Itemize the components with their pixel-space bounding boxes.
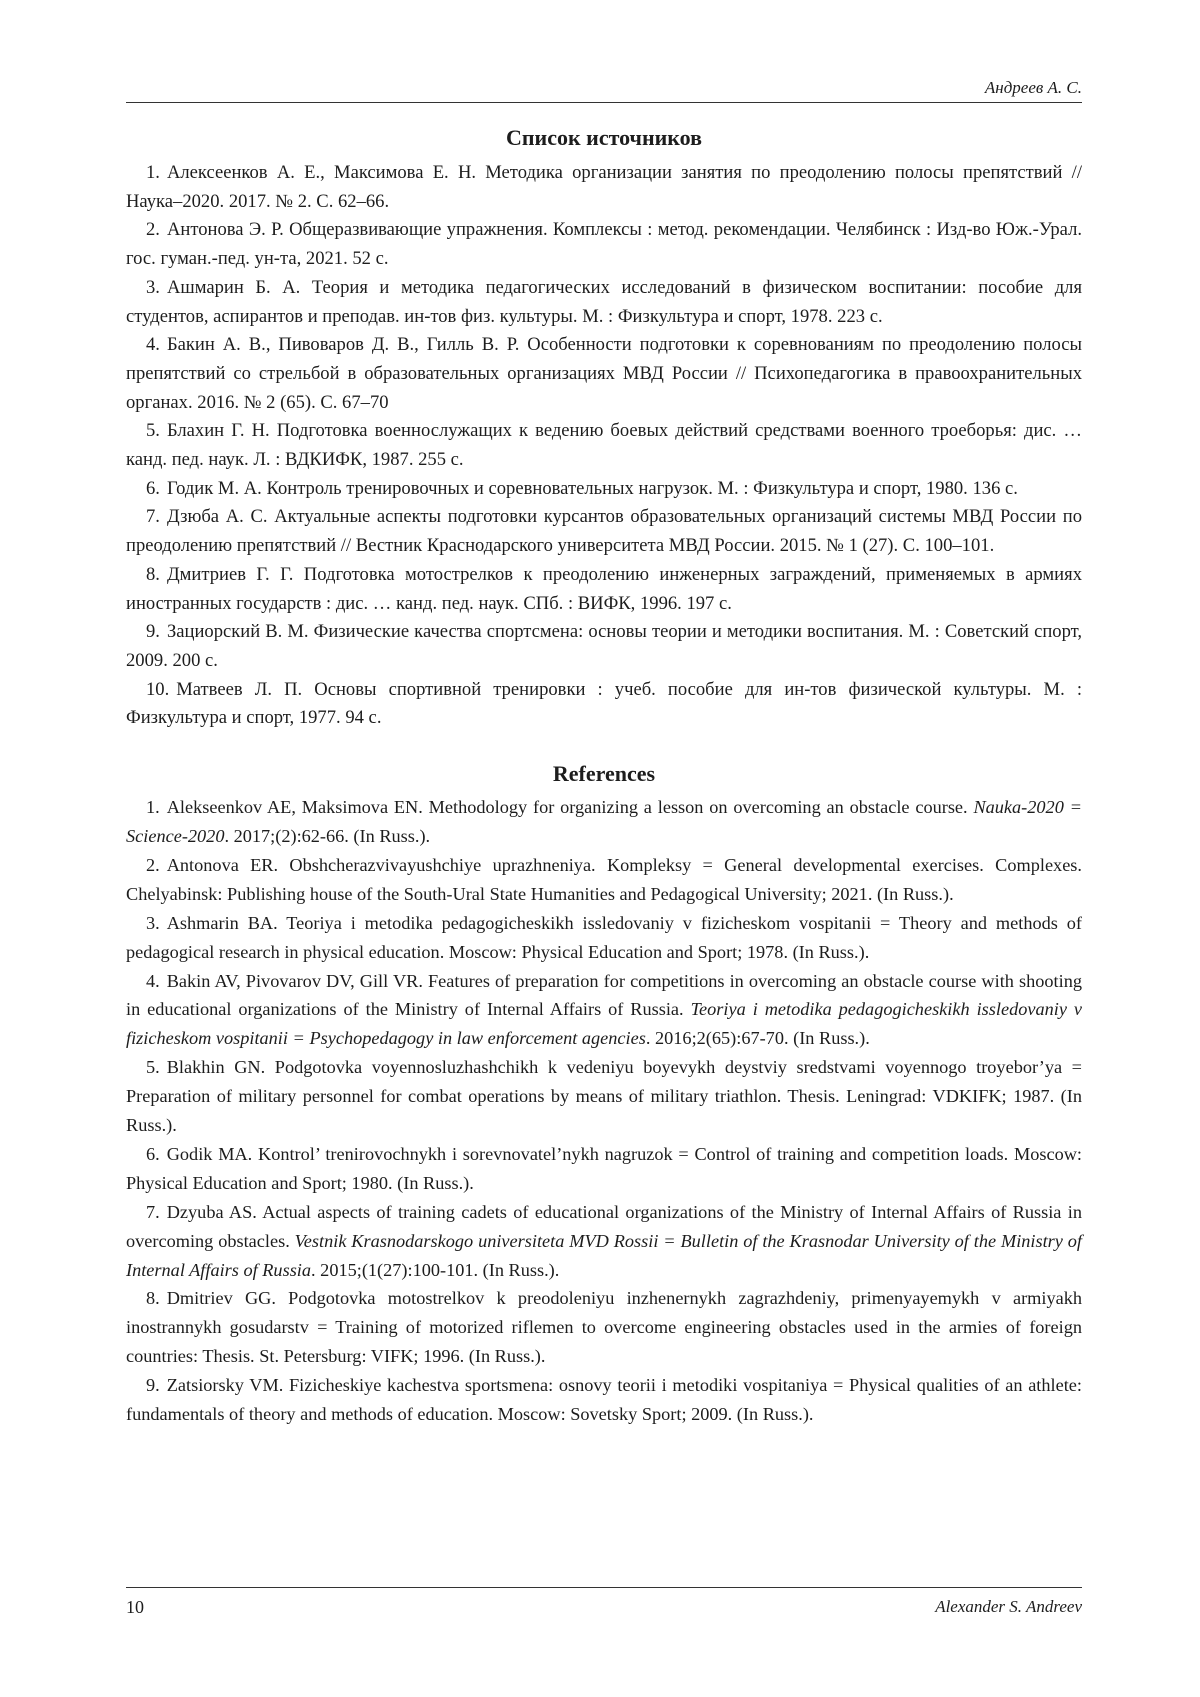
reference-text: Дзюба А. С. Актуальные аспекты подготовки курсантов образовательных организаций системы МВД России по преодолению препятствий // Вестник Краснодарского университета МВД России. 2015. № 1 (27). С. 100–101. (126, 506, 1082, 557)
reference-item (126, 561, 1082, 618)
reference-list-ru (126, 159, 1082, 733)
reference-item (126, 1284, 1082, 1371)
reference-item (126, 216, 1082, 273)
reference-item (126, 417, 1082, 474)
reference-details: . 2017;(2):62-66. (In Russ.). (224, 825, 431, 846)
reference-item (126, 159, 1082, 216)
reference-text: Антонова Э. Р. Общеразвивающие упражнения. Комплексы : метод. рекомендации. Челябинск : Изд-во Юж.-Урал. гос. гуман.-пед. ун-та, 2021. 52 с. (126, 219, 1082, 270)
reference-item (126, 618, 1082, 675)
reference-number: 4. (146, 334, 160, 356)
reference-text: Ashmarin BA. Teoriya i metodika pedagogicheskikh issledovaniy v fizicheskom vospitanii = Theory and methods of pedagogical research in physical education. Moscow: Physical Education and Sport; 1978. (In Russ.). (126, 912, 1082, 962)
reference-number: 7. (146, 1201, 160, 1222)
reference-text: Бакин А. В., Пивоваров Д. В., Гилль В. Р. Особенности подготовки к соревнованиям по преодолению полосы препятствий со стрельбой в образовательных организациях МВД России // Психопедагогика в правоохранительных органах. 2016. № 2 (65). С. 67–70 (126, 334, 1082, 413)
reference-item (126, 1053, 1082, 1140)
reference-text: Antonova ER. Obshcherazvivayushchiye uprazhneniya. Kompleksy = General developmental exercises. Complexes. Chelyabinsk: Publishing house of the South-Ural State Humanities and Pedagogical University; 2021. (In Russ.). (126, 854, 1082, 904)
running-header-author: Андреев А. С. (984, 78, 1082, 97)
section-title-sources: Список источников (505, 125, 703, 150)
reference-number: 3. (146, 912, 160, 933)
reference-number: 9. (146, 621, 160, 643)
reference-item (126, 503, 1082, 560)
reference-number: 1. (146, 162, 160, 183)
reference-text: Алексеенков А. Е., Максимова Е. Н. Методика организации занятия по преодолению полосы препятствий // Наука–2020. 2017. № 2. С. 62–66. (126, 162, 1082, 212)
reference-item (126, 1198, 1082, 1285)
reference-item (126, 851, 1082, 909)
reference-journal: Vestnik Krasnodarskogo universiteta MVD Rossii = Bulletin of the Krasnodar University of the Ministry of Internal Affairs of Russia (126, 1230, 1083, 1280)
reference-item (126, 274, 1082, 331)
reference-number: 2. (146, 219, 160, 241)
reference-list-en (126, 793, 1082, 1429)
reference-item (126, 676, 1082, 733)
reference-journal: Teoriya i metodika pedagogicheskikh issledovaniy v fizicheskom vospitanii = Psychopedagogy in law enforcement agencies (126, 999, 1082, 1049)
reference-number: 9. (146, 1375, 160, 1396)
reference-item (126, 909, 1082, 967)
page (126, 78, 1082, 1638)
reference-text: Bakin AV, Pivovarov DV, Gill VR. Features of preparation for competitions in overcoming an obstacle course with shooting in educational organizations of the Ministry of Internal Affairs of Russia. (126, 970, 1082, 1020)
reference-item (126, 793, 1082, 851)
reference-item (126, 967, 1082, 1054)
reference-text: Alekseenkov AE, Maksimova EN. Methodology for organizing a lesson on overcoming an obstacle course. (166, 797, 974, 818)
reference-number: 5. (146, 1057, 160, 1078)
reference-item (126, 1140, 1082, 1198)
reference-number: 6. (146, 1143, 160, 1164)
reference-text: Zatsiorsky VM. Fizicheskiye kachestva sportsmena: osnovy teorii i metodiki vospitaniya = Physical qualities of an athlete: fundamentals of theory and methods of education. Moscow: Sovetsky Sport; 2009. (In Russ.). (126, 1375, 1082, 1425)
page-footer (126, 1587, 1082, 1618)
reference-text: Blakhin GN. Podgotovka voyennosluzhashchikh k vedeniyu boyevykh deystviy sredstvami voyennogo troyebor’ya = Preparation of military personnel for combat operations by means of military triathlon. Thesis. Leningrad: VDKIFK; 1987. (In Russ.). (126, 1057, 1082, 1136)
reference-number: 10. (146, 678, 170, 700)
footer-author: Alexander S. Andreev (935, 1597, 1082, 1616)
reference-journal: Nauka-2020 = Science-2020 (126, 797, 1082, 846)
reference-number: 7. (146, 506, 160, 528)
reference-number: 5. (146, 420, 160, 442)
reference-text: Годик М. А. Контроль тренировочных и соревновательных нагрузок. М. : Физкультура и спорт, 1980. 136 с. (166, 477, 1018, 499)
reference-text: Зациорский В. М. Физические качества спортсмена: основы теории и методики воспитания. М. : Советский спорт, 2009. 200 с. (126, 621, 1082, 671)
reference-text: Godik MA. Kontrol’ trenirovochnykh i sorevnovatel’nykh nagruzok = Control of training and competition loads. Moscow: Physical Education and Sport; 1980. (In Russ.). (126, 1143, 1082, 1193)
reference-number: 1. (146, 797, 160, 818)
reference-number: 2. (146, 854, 160, 875)
reference-number: 8. (146, 1288, 160, 1309)
reference-text: Блахин Г. Н. Подготовка военнослужащих к ведению боевых действий средствами военного троеборья: дис. … канд. пед. наук. Л. : ВДКИФК, 1987. 255 с. (126, 420, 1082, 471)
reference-number: 4. (146, 970, 160, 991)
reference-text: Матвеев Л. П. Основы спортивной тренировки : учеб. пособие для ин-тов физической культуры. М. : Физкультура и спорт, 1977. 94 с. (126, 678, 1082, 729)
reference-item (126, 1371, 1082, 1429)
page-number: 10 (126, 1597, 144, 1617)
reference-text: Dzyuba AS. Actual aspects of training cadets of educational organizations of the Ministry of Internal Affairs of Russia in overcoming obstacles. (126, 1201, 1082, 1251)
reference-details: . 2015;(1(27):100-101. (In Russ.). (311, 1259, 560, 1280)
reference-details: . 2016;2(65):67-70. (In Russ.). (645, 1028, 870, 1049)
reference-text: Dmitriev GG. Podgotovka motostrelkov k preodoleniyu inzhenernykh zagrazhdeniy, primenyayemykh v armiyakh inostrannykh gosudarstv = Training of motorized riflemen to overcome engineering obstacles used in the armies of foreign countries: Thesis. St. Petersburg: VIFK; 1996. (In Russ.). (126, 1288, 1082, 1367)
reference-text: Ашмарин Б. А. Теория и методика педагогических исследований в физическом воспитании: пособие для студентов, аспирантов и преподав. ин-тов физ. культуры. М. : Физкультура и спорт, 1978. 223 с. (126, 276, 1082, 327)
reference-item (126, 331, 1082, 417)
running-header (126, 78, 1082, 103)
reference-number: 8. (146, 563, 160, 585)
section-title-references: References (552, 761, 656, 787)
reference-number: 3. (146, 276, 160, 298)
reference-number: 6. (146, 477, 160, 499)
reference-text: Дмитриев Г. Г. Подготовка мотострелков к преодолению инженерных заграждений, применяемых в армиях иностранных государств : дис. … канд. пед. наук. СПб. : ВИФК, 1996. 197 с. (126, 563, 1082, 614)
reference-item (126, 475, 1082, 504)
